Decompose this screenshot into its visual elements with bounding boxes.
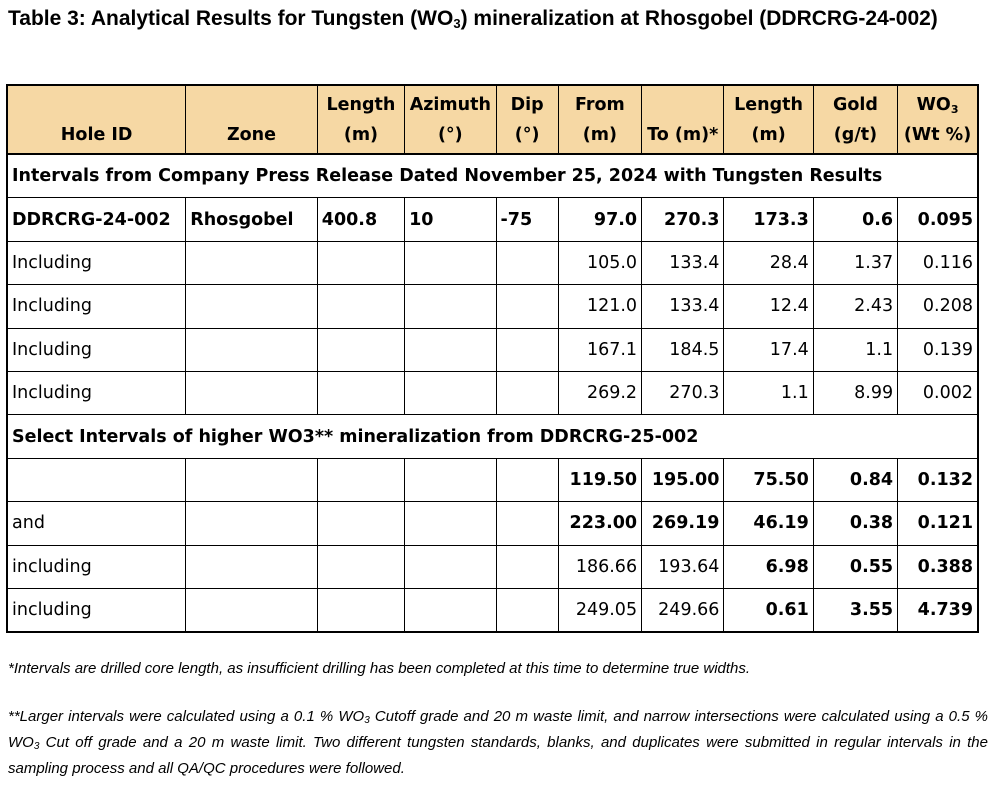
cell-from: 223.00 (558, 502, 641, 545)
header-wo3: $WO_3$ (Wt %) (898, 85, 978, 154)
cell-dip (496, 502, 558, 545)
cell-length (317, 588, 404, 632)
cell-to: 193.64 (642, 545, 724, 588)
cell-wo3: 0.139 (898, 328, 978, 371)
cell-interval-length: 17.4 (724, 328, 813, 371)
cell-to: 249.66 (642, 588, 724, 632)
section-row-press-release (7, 154, 978, 198)
cell-from: 186.66 (558, 545, 641, 588)
cell-hole-id: Including (7, 285, 186, 328)
cell-gold: 8.99 (813, 371, 897, 414)
cell-azimuth (405, 371, 496, 414)
section-title-higher-wo3: Select Intervals of higher WO3** mineralization from DDRCRG-25-002 (7, 415, 978, 458)
cell-wo3: 4.739 (898, 588, 978, 632)
cell-to: 184.5 (642, 328, 724, 371)
cell-hole-id: including (7, 545, 186, 588)
cell-to: 269.19 (642, 502, 724, 545)
cell-interval-length: 28.4 (724, 241, 813, 284)
cell-gold: 0.6 (813, 198, 897, 241)
footnote-core-length: *Intervals are drilled core length, as insufficient drilling has been completed at this time to determine true widths. (8, 660, 751, 677)
cell-length (317, 285, 404, 328)
cell-azimuth: 10 (405, 198, 496, 241)
header-zone: Zone (186, 85, 318, 154)
cell-dip (496, 458, 558, 501)
cell-zone (186, 328, 318, 371)
cell-to: 133.4 (642, 285, 724, 328)
header-hole-id: Hole ID (7, 85, 186, 154)
cell-dip: -75 (496, 198, 558, 241)
cell-azimuth (405, 328, 496, 371)
section-title-press-release: Intervals from Company Press Release Dated November 25, 2024 with Tungsten Results (7, 154, 978, 198)
cell-length: 400.8 (317, 198, 404, 241)
cell-hole-id: and (7, 502, 186, 545)
cell-gold: 1.37 (813, 241, 897, 284)
cell-dip (496, 285, 558, 328)
cell-gold: 0.55 (813, 545, 897, 588)
cell-wo3: 0.116 (898, 241, 978, 284)
cell-interval-length: 173.3 (724, 198, 813, 241)
cell-from: 97.0 (558, 198, 641, 241)
cell-interval-length: 6.98 (724, 545, 813, 588)
cell-hole-id (7, 458, 186, 501)
footnote-subscript-1: 3 (364, 715, 370, 726)
cell-gold: 0.84 (813, 458, 897, 501)
table-row (7, 371, 978, 414)
cell-length (317, 371, 404, 414)
header-gold: Gold (g/t) (813, 85, 897, 154)
header-length: Length (m) (317, 85, 404, 154)
cell-zone (186, 371, 318, 414)
cell-wo3: 0.388 (898, 545, 978, 588)
table-row (7, 502, 978, 545)
cell-from: 121.0 (558, 285, 641, 328)
header-from: From (m) (558, 85, 641, 154)
cell-length (317, 328, 404, 371)
cell-wo3: 0.095 (898, 198, 978, 241)
header-row (7, 85, 978, 154)
header-dip: Dip (°) (496, 85, 558, 154)
section-row-higher-wo3 (7, 415, 978, 458)
cell-zone: Rhosgobel (186, 198, 318, 241)
header-to: To (m)* (642, 85, 724, 154)
cell-hole-id: Including (7, 241, 186, 284)
cell-from: 249.05 (558, 588, 641, 632)
cell-interval-length: 0.61 (724, 588, 813, 632)
header-azimuth: Azimuth (°) (405, 85, 496, 154)
cell-length (317, 502, 404, 545)
cell-zone (186, 458, 318, 501)
cell-wo3: 0.208 (898, 285, 978, 328)
cell-interval-length: 46.19 (724, 502, 813, 545)
table-row (7, 241, 978, 284)
cell-interval-length: 75.50 (724, 458, 813, 501)
title-text-part2: ) mineralization at Rhosgobel (DDRCRG-24-002) (460, 7, 938, 30)
cell-to: 270.3 (642, 371, 724, 414)
cell-zone (186, 545, 318, 588)
cell-hole-id: Including (7, 371, 186, 414)
table-row (7, 458, 978, 501)
cell-hole-id: Including (7, 328, 186, 371)
cell-azimuth (405, 545, 496, 588)
cell-azimuth (405, 241, 496, 284)
cell-azimuth (405, 285, 496, 328)
title-subscript: 3 (453, 16, 461, 31)
cell-wo3: 0.002 (898, 371, 978, 414)
cell-from: 167.1 (558, 328, 641, 371)
cell-length (317, 241, 404, 284)
cell-length (317, 458, 404, 501)
cell-gold: 1.1 (813, 328, 897, 371)
cell-zone (186, 588, 318, 632)
cell-dip (496, 588, 558, 632)
cell-length (317, 545, 404, 588)
cell-gold: 0.38 (813, 502, 897, 545)
footnote-text-a: **Larger intervals were calculated using a 0.1 % WO (8, 708, 365, 725)
table-title (8, 4, 978, 34)
footnote-subscript-2: 3 (33, 741, 40, 752)
table-row (7, 588, 978, 632)
cell-zone (186, 285, 318, 328)
table-row (7, 545, 978, 588)
cell-dip (496, 545, 558, 588)
cell-hole-id: including (7, 588, 186, 632)
table-row (7, 198, 978, 241)
footnote-text-c: Cut off grade and a 20 m waste limit. Two different tungsten standards, blanks, and duplicates were submitted in regular intervals in the sampling process and all QA/QC procedures were followed. (8, 734, 988, 777)
cell-to: 270.3 (642, 198, 724, 241)
cell-azimuth (405, 588, 496, 632)
cell-azimuth (405, 458, 496, 501)
cell-from: 269.2 (558, 371, 641, 414)
title-text-part1: Table 3: Analytical Results for Tungsten (WO (8, 7, 454, 30)
cell-gold: 2.43 (813, 285, 897, 328)
table-row (7, 328, 978, 371)
cell-azimuth (405, 502, 496, 545)
cell-dip (496, 371, 558, 414)
footnote-text-b: Cutoff grade and 20 m waste limit, and narrow intersections were calculated using a 0.5 % WO (8, 708, 988, 751)
cell-wo3: 0.121 (898, 502, 978, 545)
cell-wo3: 0.132 (898, 458, 978, 501)
analytical-results-table (6, 84, 979, 633)
cell-hole-id: DDRCRG-24-002 (7, 198, 186, 241)
cell-from: 105.0 (558, 241, 641, 284)
cell-zone (186, 241, 318, 284)
cell-interval-length: 1.1 (724, 371, 813, 414)
cell-dip (496, 328, 558, 371)
footnote-cutoff-grade (8, 704, 988, 782)
table-row (7, 285, 978, 328)
cell-to: 133.4 (642, 241, 724, 284)
cell-zone (186, 502, 318, 545)
cell-to: 195.00 (642, 458, 724, 501)
cell-dip (496, 241, 558, 284)
header-interval-length: Length (m) (724, 85, 813, 154)
cell-interval-length: 12.4 (724, 285, 813, 328)
cell-gold: 3.55 (813, 588, 897, 632)
cell-from: 119.50 (558, 458, 641, 501)
